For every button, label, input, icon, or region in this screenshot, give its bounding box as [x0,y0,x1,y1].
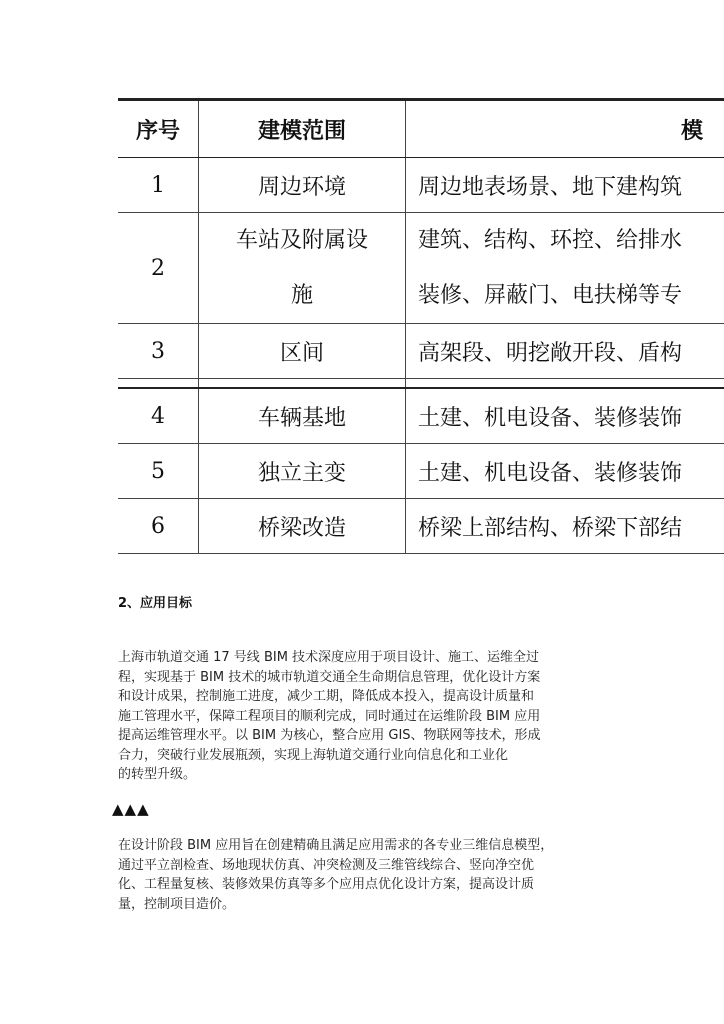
table-row [118,499,724,554]
section-heading: 2、应用目标 [118,596,193,611]
header-content: 模 [406,100,724,158]
paragraph-line: 在设计阶段 BIM 应用旨在创建精确且满足应用需求的各专业三维信息模型， [118,838,554,853]
cell-content: 土建、机电设备、装修装饰 [406,444,724,499]
cell-content: 土建、机电设备、装修装饰 [406,388,724,444]
paragraph-goals [118,648,618,785]
table-row [118,158,724,213]
cell-no: 5 [118,444,199,499]
paragraph-line: 提高运维管理水平。以 BIM 为核心，整合应用 GIS、物联网等技术，形成 [118,728,541,743]
table-row [118,213,724,324]
cell-no: 3 [118,324,199,379]
paragraph-line: 合力，突破行业发展瓶颈，实现上海轨道交通行业向信息化和工业化 [118,747,509,763]
cell-content-line2: 装修、屏蔽门、电扶梯等专 [418,282,683,308]
paragraph-design-stage [118,836,618,914]
cell-scope-line1: 车站及附属设 [235,227,368,253]
header-scope: 建模范围 [199,100,406,158]
table-header-row [118,100,724,158]
paragraph-line: 量，控制项目造价。 [118,896,236,912]
cell-content: 桥梁上部结构、桥梁下部结 [406,499,724,554]
cell-scope: 桥梁改造 [199,499,406,554]
cell-content-line1: 建筑、结构、环控、给排水 [418,227,683,253]
paragraph-line: 程，实现基于 BIM 技术的城市轨道交通全生命期信息管理，优化设计方案 [118,669,541,685]
cell-content: 周边地表场景、地下建构筑 [406,158,724,213]
paragraph-line: 的转型升级。 [118,767,197,782]
paragraph-line: 通过平立剖检查、场地现状仿真、冲突检测及三维管线综合、竖向净空优 [118,857,535,873]
paragraph-line: 施工管理水平，保障工程项目的顺利完成，同时通过在运维阶段 BIM 应用 [118,708,541,724]
modeling-scope-table [118,98,724,554]
cell-scope: 周边环境 [199,158,406,213]
cell-no: 1 [118,158,199,213]
cell-scope [199,213,406,324]
table-row [118,444,724,499]
table-gap-row [118,379,724,389]
paragraph-line: 和设计成果，控制施工进度，减少工期，降低成本投入，提高设计质量和 [118,689,535,704]
cell-scope-line2: 施 [290,282,313,308]
cell-content [406,213,724,324]
header-no: 序号 [118,100,199,158]
cell-scope: 区间 [199,324,406,379]
cell-content: 高架段、明挖敞开段、盾构 [406,324,724,379]
cell-scope: 车辆基地 [199,388,406,444]
paragraph-line: 上海市轨道交通 17 号线 BIM 技术深度应用于项目设计、施工、运维全过 [118,650,540,665]
table-row [118,388,724,444]
triangle-marks: ▲▲▲ [112,800,150,818]
paragraph-line: 化、工程量复核、装修效果仿真等多个应用点优化设计方案，提高设计质 [118,877,535,892]
table-row [118,324,724,379]
cell-no: 2 [118,213,199,324]
cell-no: 4 [118,388,199,444]
cell-scope: 独立主变 [199,444,406,499]
cell-no: 6 [118,499,199,554]
